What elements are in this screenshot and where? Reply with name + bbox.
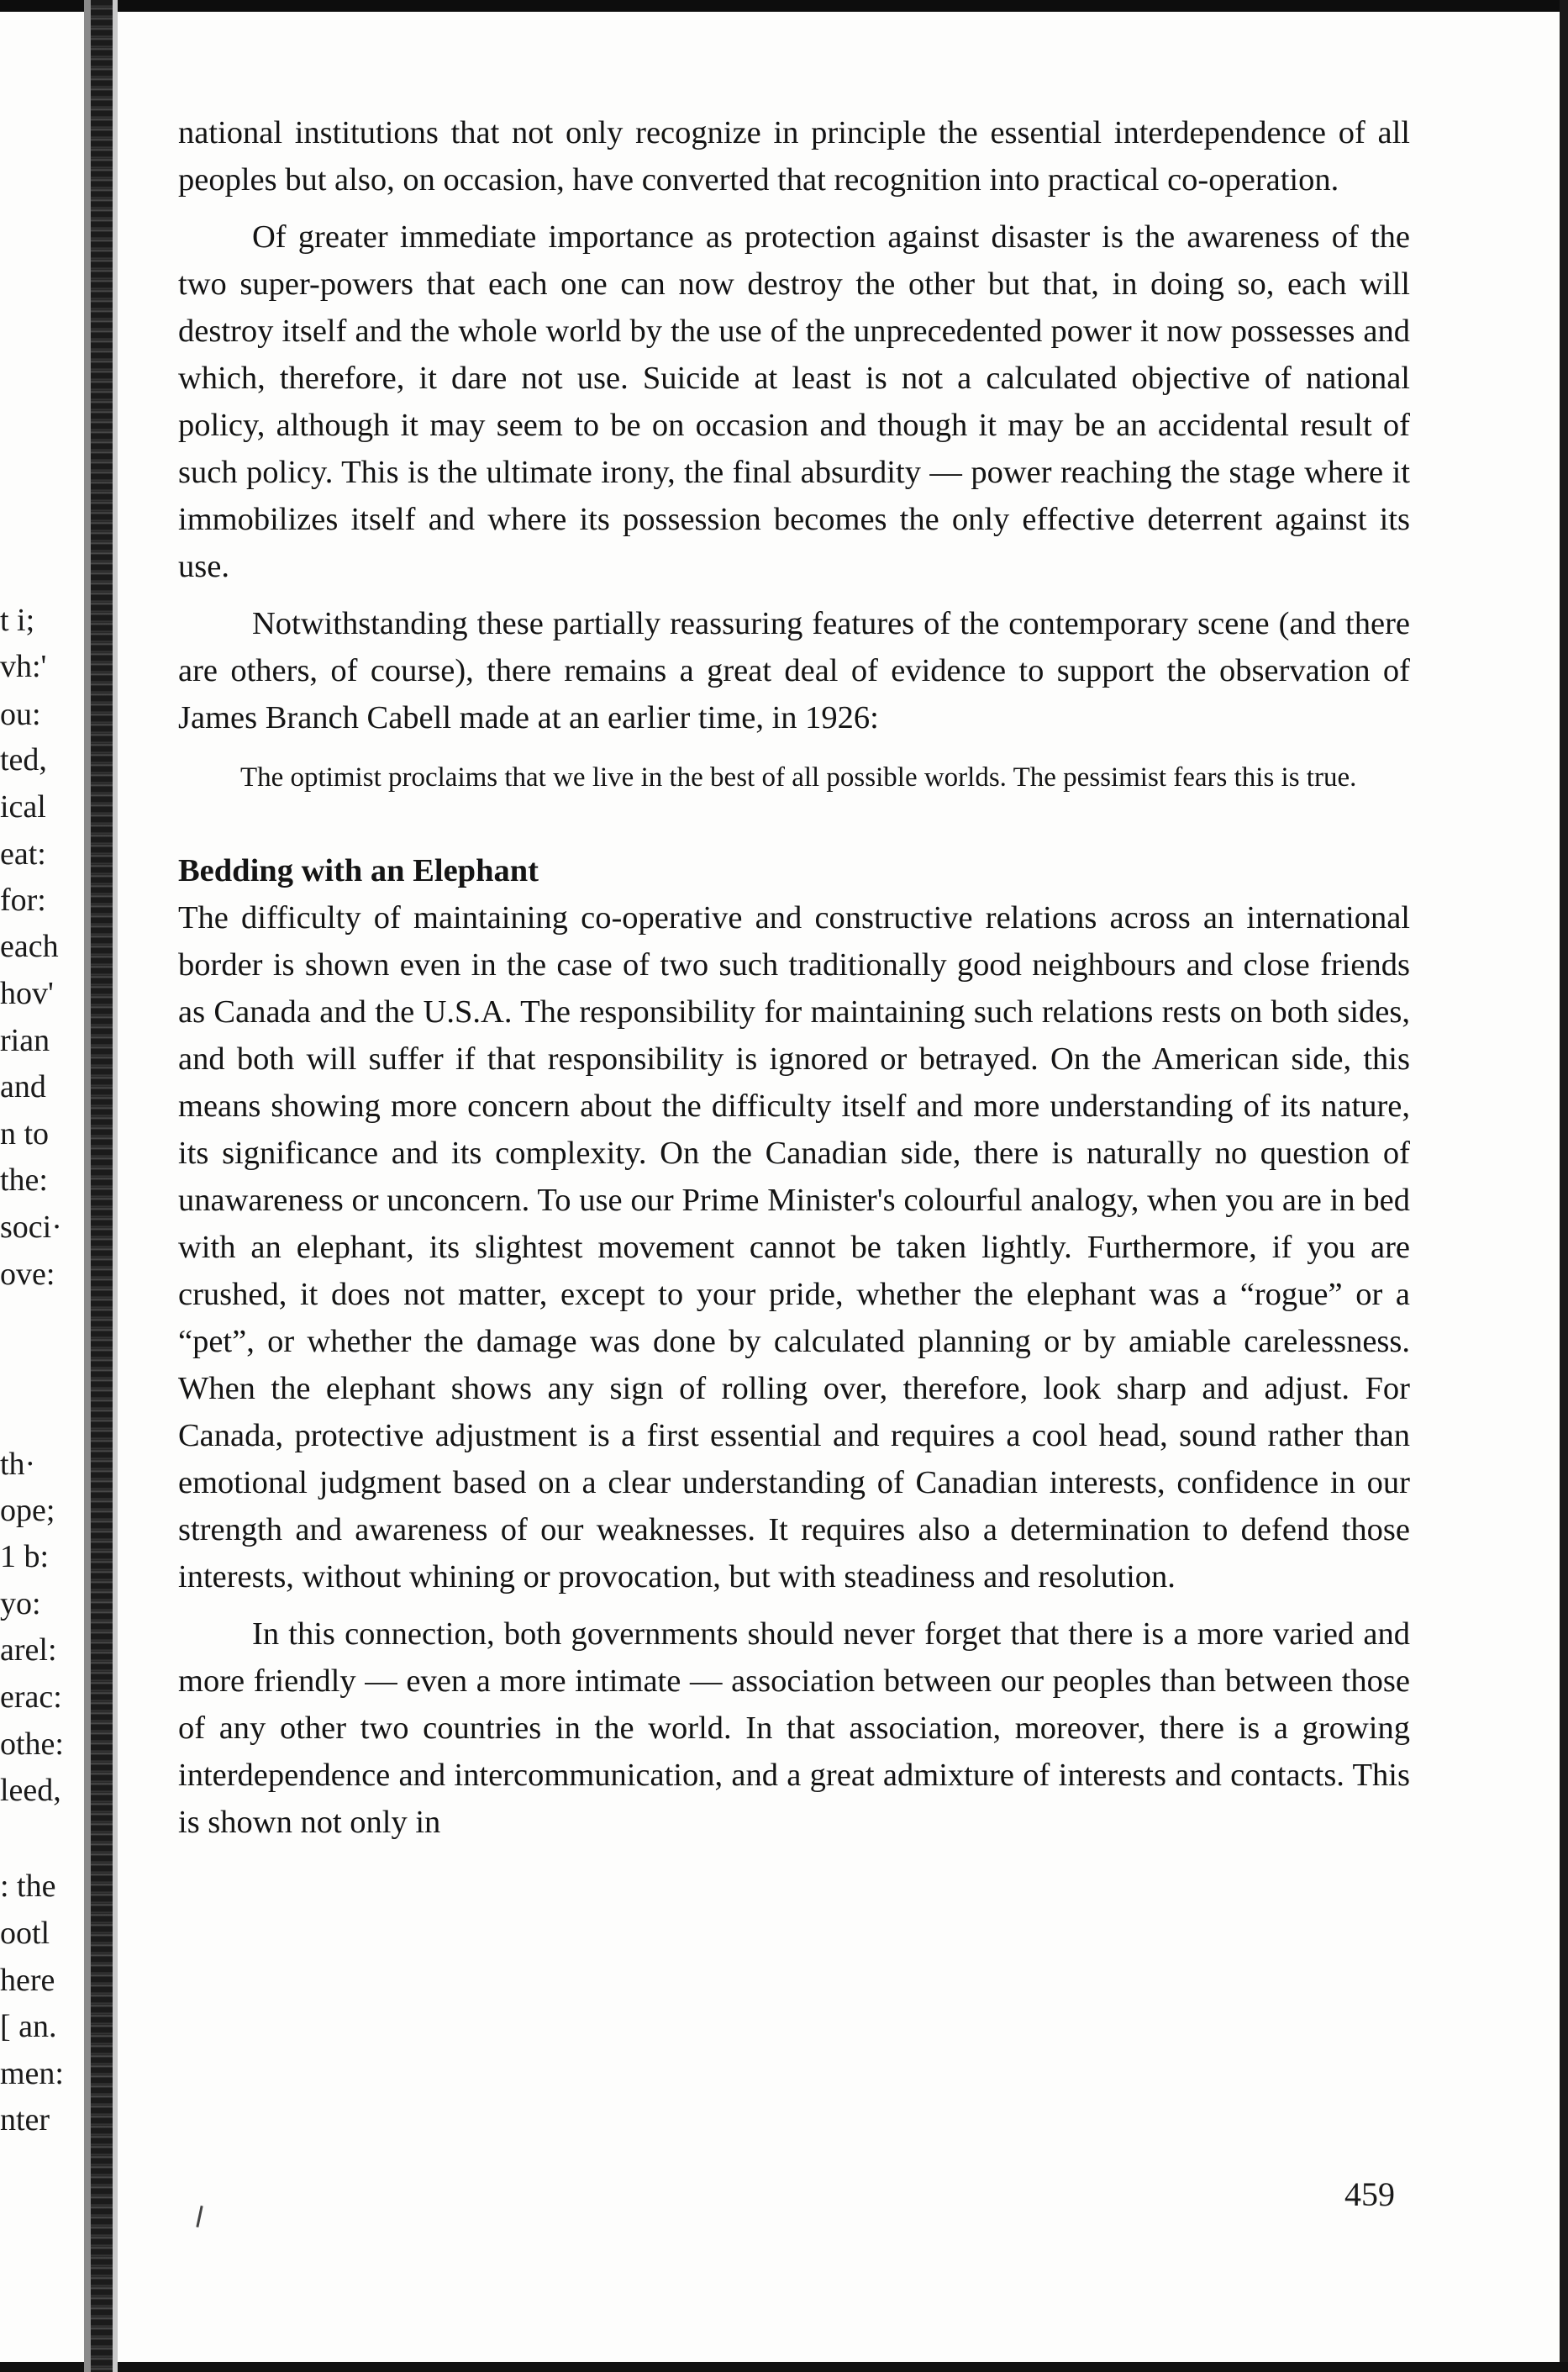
- paragraph: The difficulty of maintaining co-operative and constructive relations across an international border is shown even in the case of two such traditionally good neighbours and close friends as Canada and the U.S.A. The responsibility for maintaining such relations rests on both sides, and both will suffer if that responsibility is ignored or betrayed. On the American side, this means showing more concern about the difficulty itself and more understanding of its nature, its significance and its complexity. On the Canadian side, there is naturally no question of unawareness or unconcern. To use our Prime Minister's colourful analogy, when you are in bed with an elephant, its slightest movement cannot be taken lightly. Furthermore, if you are crushed, it does not matter, except to your pride, whether the elephant was a “rogue” or a “pet”, or whether the damage was done by calculated planning or by amiable carelessness. When the elephant shows any sign of rolling over, therefore, look sharp and adjust. For Canada, protective adjustment is a first essential and requires a cool head, sound rather than emotional judgment based on a clear understanding of Canadian interests, confidence in our strength and awareness of our weaknesses. It requires also a determination to defend those interests, without whining or provocation, but with steadiness and resolution.: [178, 900, 1410, 1595]
- page-body: [178, 109, 1410, 1846]
- fragment-line: t i;: [0, 603, 35, 638]
- fragment-line: 1 b:: [0, 1539, 50, 1574]
- section-heading: Bedding with an Elephant: [178, 853, 539, 888]
- fragment-line: ootl: [0, 1916, 50, 1951]
- fragment-line: ove:: [0, 1257, 55, 1292]
- fragment-line: each: [0, 929, 59, 964]
- fragment-line: the:: [0, 1162, 48, 1198]
- fragment-line: ical: [0, 789, 46, 825]
- fragment-line: othe:: [0, 1726, 64, 1762]
- fragment-line: here: [0, 1963, 55, 1998]
- fragment-line: ope;: [0, 1493, 55, 1528]
- fragment-line: [ an.: [0, 2009, 57, 2044]
- fragment-line: men:: [0, 2056, 64, 2091]
- fragment-line: th·: [0, 1447, 36, 1482]
- fragment-line: arel:: [0, 1632, 57, 1668]
- paragraph: Notwithstanding these partially reassuring features of the contemporary scene (and there are others, of course), there remains a great deal of evidence to support the observation of James Branch Cabell made at an earlier time, in 1926:: [178, 606, 1410, 735]
- block-quote: The optimist proclaims that we live in the best of all possible worlds. The pessimist fears this is true.: [240, 762, 1357, 793]
- scan-top-edge: [0, 0, 1568, 12]
- scan-right-edge: [1560, 0, 1568, 2372]
- fragment-line: vh:': [0, 649, 47, 684]
- fragment-line: hov': [0, 976, 54, 1011]
- paragraph: Of greater immediate importance as protection against disaster is the awareness of the two super-powers that each one can now destroy the other but that, in doing so, each will destroy itself and the whole world by the use of the unprecedented power it now possesses and which, therefore, it dare not use. Suicide at least is not a calculated objective of national policy, although it may seem to be on occasion and though it may be an accidental result of such policy. This is the ultimate irony, the final absurdity — power reaching the stage where it immobilizes itself and where its possession becomes the only effective deterrent against its use.: [178, 219, 1410, 584]
- binding-highlight: [113, 0, 118, 2372]
- fragment-line: ou:: [0, 697, 41, 732]
- fragment-line: eat:: [0, 836, 46, 872]
- fragment-line: : the: [0, 1869, 56, 1904]
- page-number: 459: [1344, 2175, 1395, 2213]
- fragment-line: leed,: [0, 1773, 61, 1808]
- fragment-line: and: [0, 1069, 46, 1104]
- paragraph: In this connection, both governments should never forget that there is a more varied and more friendly — even a more intimate — association between our peoples than between those of any other two countries in the world. In that association, moreover, there is a growing interdependence and intercommunication, and a great admixture of interests and contacts. This is shown not only in: [178, 1616, 1410, 1840]
- scan-bottom-edge: [0, 2362, 1568, 2372]
- book-binding: [91, 0, 113, 2372]
- fragment-line: yo:: [0, 1586, 41, 1621]
- paragraph: national institutions that not only recognize in principle the essential interdependence of all peoples but also, on occasion, have converted that recognition into practical co-operation.: [178, 115, 1410, 198]
- fragment-line: nter: [0, 2102, 50, 2137]
- fragment-line: ted,: [0, 742, 47, 777]
- fragment-line: n to: [0, 1116, 50, 1152]
- fragment-line: soci·: [0, 1210, 62, 1245]
- fragment-line: rian: [0, 1023, 50, 1058]
- fragment-line: erac:: [0, 1679, 62, 1715]
- facing-page-fragments: [0, 0, 84, 2372]
- fragment-line: for:: [0, 883, 46, 918]
- binding-shadow: [84, 0, 91, 2372]
